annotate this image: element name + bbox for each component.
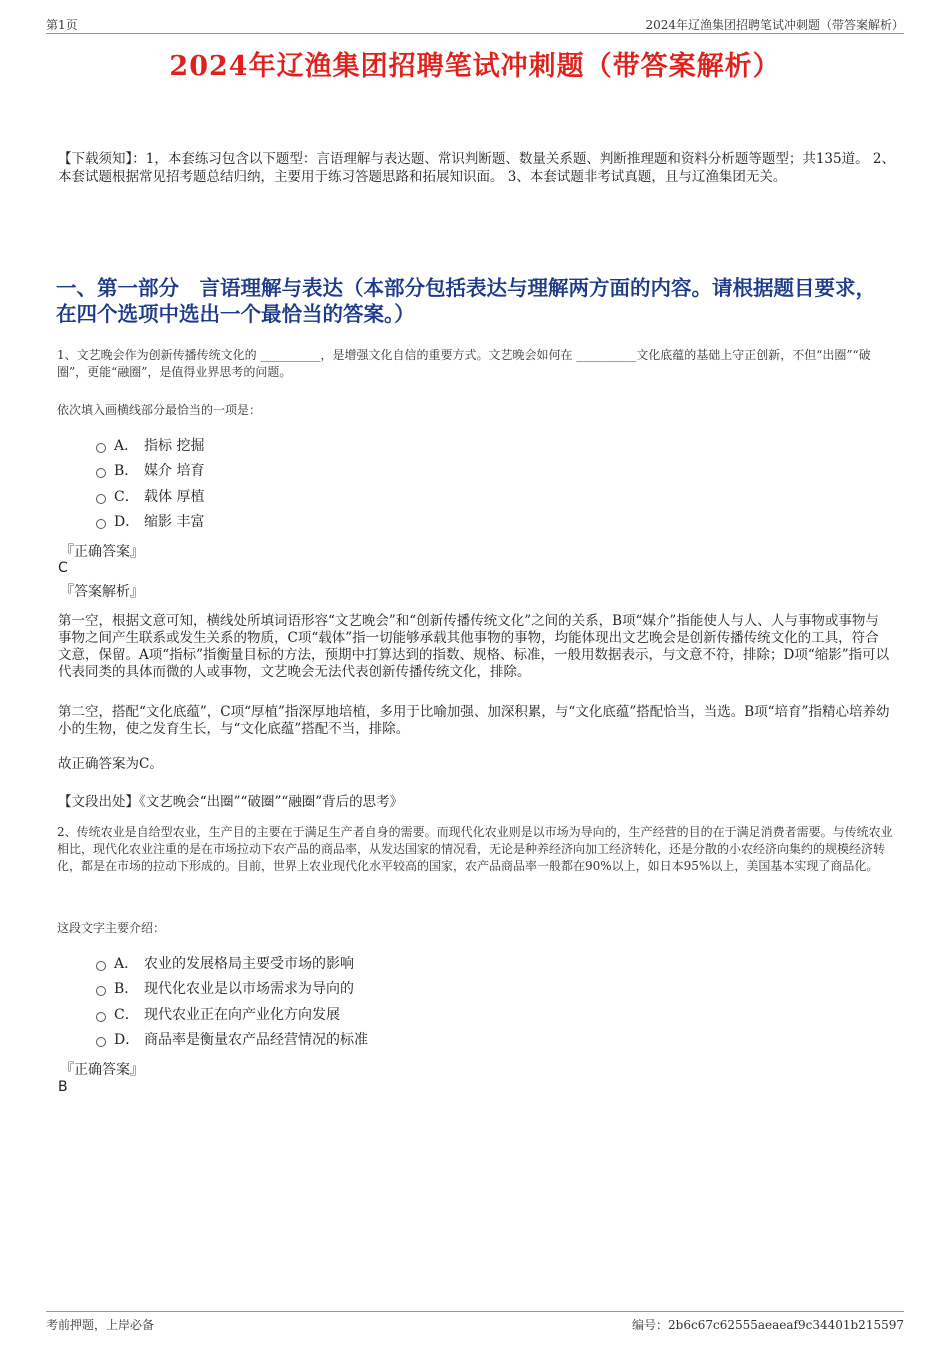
question-1-option-b[interactable] [96, 458, 204, 484]
running-header [46, 14, 904, 34]
footer-serial: 编号：2b6c67c62555aeaeaf9c34401b215597 [632, 1318, 904, 1332]
option-text: 媒介 培育 [144, 463, 205, 480]
download-notice: 【下载须知】：1，本套练习包含以下题型：言语理解与表达题、常识判断题、数量关系题、判断推理题和资料分析题等题型；共135道。 2、本套试题根据常见招考题总结归纳，主要用于练习答题思路和拓展知识面。 3、本套试题非考试真题，且与辽渔集团无关。 [58, 151, 895, 185]
option-text: 农业的发展格局主要受市场的影响 [144, 955, 354, 972]
question-1-analysis-para-1: 第一空，根据文意可知，横线处所填词语形容“文艺晚会”和“创新传播传统文化”之间的关系，B项“媒介”指能使人与人、人与事物或事物与事物之间产生联系或发生关系的物质，C项“载体”指一切能够承载其他事物的事物，均能体现出文艺晚会是创新传播传统文化的工具，符合文意，保留。A项“指标”指衡量目标的方法，预期中打算达到的指数、规格、标准，一般用数据表示，与文意不符，排除；D项“缩影”指可以代表同类的具体而微的人或事物，文艺晚会无法代表创新传播传统文化，排除。 [58, 613, 890, 680]
header-doc-title: 2024年辽渔集团招聘笔试冲刺题（带答案解析） [645, 18, 904, 32]
option-letter: C． [114, 488, 139, 505]
option-letter: C． [114, 1006, 139, 1023]
radio-icon[interactable] [96, 494, 106, 504]
question-1-text: 1、文艺晚会作为创新传播传统文化的 __________，是增强文化自信的重要方式。文艺晚会如何在 __________文化底蕴的基础上守正创新，不但“出圈”“破圈”，更能“融圈”，是值得业界思考的问题。 [57, 348, 871, 379]
question-1-analysis-para-2: 第二空，搭配“文化底蕴”，C项“厚植”指深厚地培植，多用于比喻加强、加深积累，与“文化底蕴”搭配恰当，当选。B项“培育”指精心培养幼小的生物，使之发育生长，与“文化底蕴”搭配不当，排除。 [58, 704, 890, 737]
question-1-option-c[interactable] [96, 483, 204, 509]
question-2-option-c[interactable] [96, 1001, 368, 1027]
option-text: 载体 厚植 [144, 488, 205, 505]
question-1-analysis-label: 『答案解析』 [60, 584, 144, 600]
page-footer [46, 1311, 904, 1331]
question-1-options [96, 432, 204, 534]
radio-icon[interactable] [96, 986, 106, 996]
radio-icon[interactable] [96, 1037, 106, 1047]
question-2-answer-label: 『正确答案』 [60, 1062, 144, 1078]
radio-icon[interactable] [96, 468, 106, 478]
option-letter: B． [114, 463, 139, 480]
question-2-prompt: 这段文字主要介绍： [57, 921, 166, 935]
option-letter: B． [114, 981, 139, 998]
question-2-option-b[interactable] [96, 976, 368, 1002]
option-letter: A． [114, 437, 139, 454]
option-letter: A． [114, 955, 139, 972]
question-2-answer: B [58, 1079, 68, 1095]
radio-icon[interactable] [96, 961, 106, 971]
radio-icon[interactable] [96, 1012, 106, 1022]
question-2-option-a[interactable] [96, 950, 368, 976]
radio-icon[interactable] [96, 519, 106, 529]
footer-slogan: 考前押题，上岸必备 [46, 1318, 155, 1332]
option-text: 指标 挖掘 [144, 437, 205, 454]
question-1-answer: C [58, 560, 68, 576]
section-heading: 一、第一部分 言语理解与表达（本部分包括表达与理解两方面的内容。请根据题目要求，在四个选项中选出一个最恰当的答案。） [56, 276, 876, 326]
question-1-option-d[interactable] [96, 509, 204, 535]
question-2-options [96, 950, 368, 1052]
option-text: 现代化农业是以市场需求为导向的 [144, 981, 354, 998]
question-2-text: 2、传统农业是自给型农业，生产目的主要在于满足生产者自身的需要。而现代化农业则是以市场为导向的，生产经营的目的在于满足消费者需要。与传统农业相比，现代化农业注重的是在市场拉动下农产品的商品率，从发达国家的情况看，无论是种养经济向加工经济转化，还是分散的小农经济向集约的规模经济转化，都是在市场的拉动下形成的。目前，世界上农业现代化水平较高的国家，农产品商品率一般都在90%以上，如日本95%以上，美国基本实现了商品化。 [57, 825, 893, 873]
radio-icon[interactable] [96, 443, 106, 453]
question-2-option-d[interactable] [96, 1027, 368, 1053]
document-title: 2024年辽渔集团招聘笔试冲刺题（带答案解析） [169, 51, 781, 82]
option-text: 现代农业正在向产业化方向发展 [144, 1006, 340, 1023]
option-letter: D． [114, 514, 140, 531]
option-text: 缩影 丰富 [144, 514, 205, 531]
option-letter: D． [114, 1032, 140, 1049]
question-1-option-a[interactable] [96, 432, 204, 458]
page-number: 第1页 [46, 18, 78, 32]
question-1-source: 【文段出处】《文艺晚会“出圈”“破圈”“融圈”背后的思考》 [58, 794, 404, 810]
question-1-analysis-para-3: 故正确答案为C。 [58, 756, 163, 772]
option-text: 商品率是衡量农产品经营情况的标准 [144, 1032, 368, 1049]
question-1-answer-label: 『正确答案』 [60, 544, 144, 560]
question-1-prompt: 依次填入画横线部分最恰当的一项是： [57, 403, 262, 417]
